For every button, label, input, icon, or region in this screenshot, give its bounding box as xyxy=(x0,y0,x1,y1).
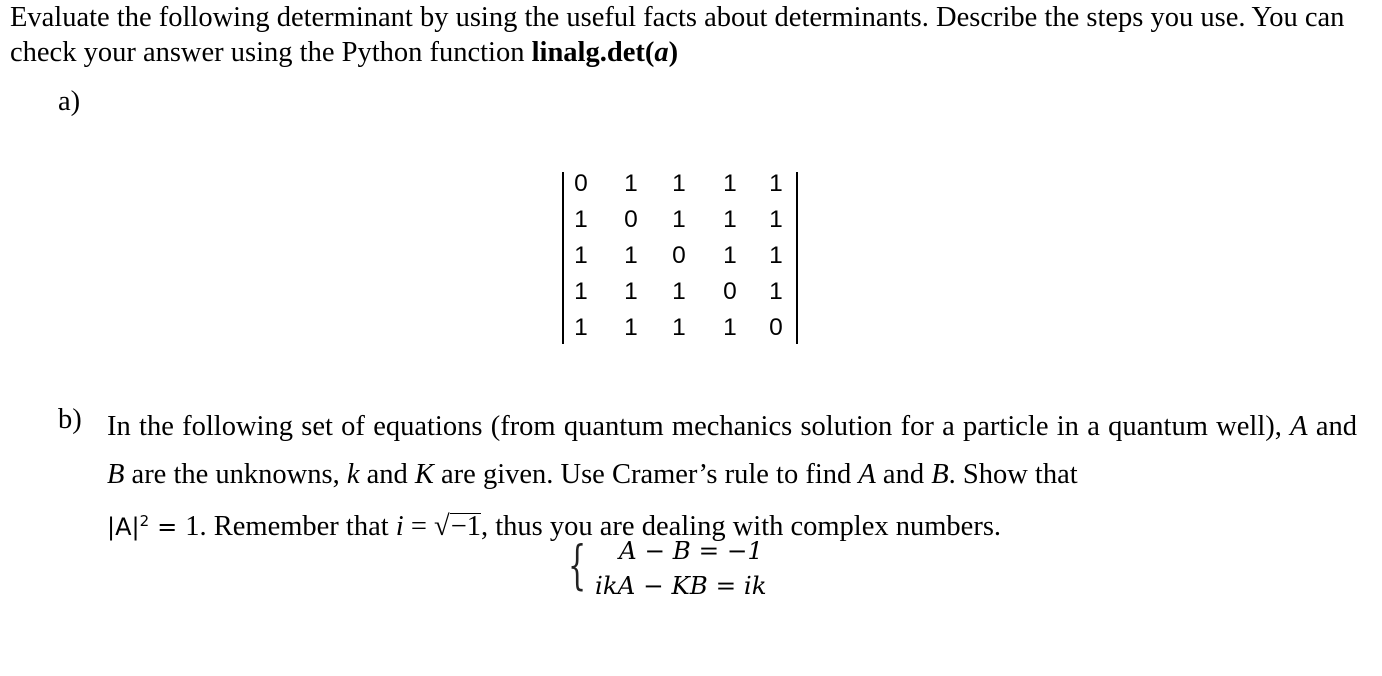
left-brace: { xyxy=(568,536,587,596)
matrix-cell: 1 xyxy=(723,314,737,341)
matrix-cell: 0 xyxy=(574,170,588,197)
python-function-name: linalg.det(a) xyxy=(531,37,679,68)
matrix-cell: 1 xyxy=(624,278,638,305)
sqrt-symbol: √ xyxy=(434,511,450,542)
var-K: K xyxy=(414,458,434,490)
sqrt-body: −1 xyxy=(450,511,482,542)
matrix-cell: 0 xyxy=(769,314,783,341)
part-b-label: b) xyxy=(58,404,82,435)
matrix-cell: 1 xyxy=(672,278,686,305)
matrix-cell: 1 xyxy=(624,314,638,341)
matrix-cell: 1 xyxy=(624,242,638,269)
matrix-cell: 1 xyxy=(574,206,588,233)
matrix-cell: 1 xyxy=(723,206,737,233)
equation-system xyxy=(568,536,828,606)
determinant-right-bar xyxy=(796,172,798,344)
matrix-cell: 1 xyxy=(672,314,686,341)
matrix-cell: 1 xyxy=(769,278,783,305)
abs-A-squared: $|A|^2$ xyxy=(107,512,150,541)
var-i: i xyxy=(395,511,404,542)
determinant-left-bar xyxy=(562,172,564,344)
matrix-cell: 1 xyxy=(723,242,737,269)
part-b-text: In the following set of equations (from quantum mechanics solution for a particle in a quantum well), A and B are the unknowns, k and K are given. Use Cramer’s rule to find A and B. Show that $|A|^2 = 1$. Remember that i = √−1, thus you are dealing with complex numbers. xyxy=(107,411,1357,542)
matrix-cell: 1 xyxy=(574,314,588,341)
equation-2: ikA − KB = ik xyxy=(595,571,767,600)
matrix-cell: 1 xyxy=(672,206,686,233)
matrix-cell: 1 xyxy=(723,170,737,197)
matrix-cell: 1 xyxy=(624,170,638,197)
matrix-cell: 1 xyxy=(769,242,783,269)
determinant-matrix xyxy=(562,166,800,349)
var-A: A xyxy=(1290,411,1308,442)
matrix-cell: 0 xyxy=(624,206,638,233)
matrix-cell: 1 xyxy=(769,206,783,233)
matrix-cell: 1 xyxy=(574,242,588,269)
matrix-cell: 1 xyxy=(574,278,588,305)
matrix-cell: 0 xyxy=(723,278,737,305)
var-B: B xyxy=(107,458,125,490)
part-a-label: a) xyxy=(58,86,81,117)
var-k: k xyxy=(346,458,360,490)
question-intro xyxy=(10,0,1375,70)
intro-text: Evaluate the following determinant by using the useful facts about determinants. Describe the steps you use. You can check your answer using the Python function xyxy=(10,2,1345,68)
matrix-cell: 0 xyxy=(672,242,686,269)
matrix-cell: 1 xyxy=(769,170,783,197)
matrix-cell: 1 xyxy=(672,170,686,197)
equation-1: A − B = −1 xyxy=(619,536,764,565)
